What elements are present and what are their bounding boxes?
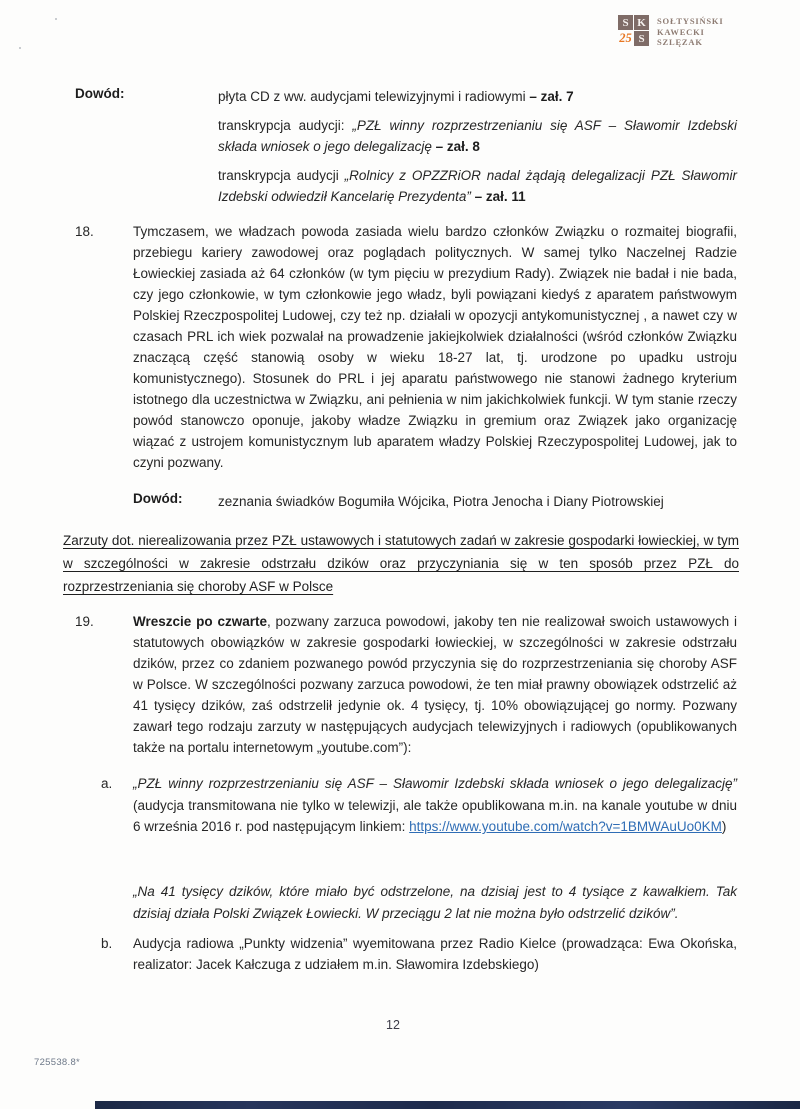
logo-square-k: K — [634, 15, 649, 30]
list-marker-a: a. — [101, 776, 113, 791]
quoted-statement: „Na 41 tysięcy dzików, które miało być odstrzelone, na dzisiaj jest to 4 tysiące z kawałkiem. Tak dzisiaj działa Polski Związek Łowiecki. W przeciągu 2 lat nie można było odstrzelić dzików”. — [133, 884, 737, 921]
evidence-item-text: płyta CD z ww. audycjami telewizyjnymi i radiowymi — [218, 89, 530, 104]
firm-name-line-2: KAWECKI — [657, 26, 705, 37]
list-item-a — [133, 773, 737, 838]
document-reference-number: 725538.8* — [34, 1057, 81, 1068]
closing-paren: ) — [721, 819, 727, 834]
attachment-ref: – zał. 7 — [529, 89, 574, 104]
evidence-item-text: transkrypcja audycji — [218, 167, 345, 183]
paragraph-number-18: 18. — [75, 224, 94, 239]
evidence-2-text: zeznania świadków Bogumiła Wójcika, Piotra Jenocha i Diany Piotrowskiej — [218, 494, 664, 509]
youtube-link[interactable]: https://www.youtube.com/watch?v=1BMWAuUo0KM — [409, 819, 722, 834]
paragraph-19-body: , pozwany zarzuca powodowi, jakoby ten nie realizował swoich ustawowych i statutowych obowiązków w zakresie gospodarki łowieckiej, w szczególności w zakresie odstrzału dzików, przez co zdaniem pozwanego powód przyczynia się do rozprzestrzeniania się choroby ASF w Polsce. W szczególności pozwany zarzuca powodowi, że ten miał prawny obowiązek odstrzelić aż 41 tysięcy dzików, zaś odstrzelił jedynie ok. 4 tysięcy, tj. 10% obowiązującej go normy. Pozwany zawarł tego rodzaju zarzuty w następujących audycjach telewizyjnych i radiowych (opublikowanych także na portalu internetowym „youtube.com”): — [133, 614, 737, 755]
page-number: 12 — [386, 1018, 400, 1032]
evidence-label-1: Dowód: — [75, 86, 125, 101]
list-item-b: Audycja radiowa „Punkty widzenia” wyemitowana przez Radio Kielce (prowadząca: Ewa Okońska, realizator: Jacek Kałczuga z udziałem m.in. Sławomira Izdebskiego) — [133, 936, 737, 972]
evidence-item — [218, 86, 737, 108]
firm-name-line-3: SZLĘZAK — [657, 37, 703, 47]
scan-speck — [19, 47, 21, 49]
paragraph-19-lead: Wreszcie po czwarte — [133, 614, 267, 629]
evidence-item — [218, 115, 737, 158]
paragraph-number-19: 19. — [75, 614, 94, 629]
evidence-label-2: Dowód: — [133, 491, 183, 506]
logo-square-s-bottom: S — [634, 31, 649, 46]
section-heading: Zarzuty dot. nierealizowania przez PZŁ ustawowych i statutowych zadań w zakresie gospodarki łowieckiej, w tym w szczególności w zakresie odstrzału dzików oraz przyczyniania się w ten sposób przez PZŁ do rozprzestrzeniania się choroby ASF w Polsce — [63, 533, 739, 594]
list-marker-b: b. — [101, 936, 113, 951]
evidence-item-text: transkrypcja audycji: — [218, 117, 353, 133]
paragraph-18-text: Tymczasem, we władzach powoda zasiada wielu bardzo członków Związku o rozmaitej biografii, przebiegu kariery zawodowej oraz poglądach politycznych. W samej tylko Naczelnej Radzie Łowieckiej zasiada aż 64 członków (w tym pięciu w prezydium Rady). Związek nie badał i nie bada, czy jego członkowie, w tym członkowie jego władz, byli powiązani kiedyś z aparatem państwowym Polskiej Rzeczpospolitej Ludowej, czy też np. działali w opozycji antykomunistycznej , a nawet czy w czasach PRL ich wiek pozwalał na prowadzenie jakiejkolwiek działalności (wśród członków Związku znaczącą część stanowią osoby w wieku 18-27 lat, tj. urodzone po upadku ustroju komunistycznego). Stosunek do PRL i jej aparatu państwowego nie stanowi żadnego kryterium istotnego dla uczestnictwa w Związku, ani pełnienia w nim jakichkolwiek funkcji. W tym stanie rzeczy powód stanowczo oponuje, jakoby władze Związku in gremium oraz Związek jako organizację wiązać z ustrojem komunistycznym lub aparatem władzy Polskiej Rzeczypospolitej Ludowej, jak to czyni pozwany. — [133, 224, 737, 470]
logo-square-25: 25 — [619, 31, 632, 45]
logo-square-s-top: S — [618, 15, 633, 30]
broadcast-title: „PZŁ winny rozprzestrzenianiu się ASF – Sławomir Izdebski składa wniosek o jego delegalizację — [218, 117, 737, 154]
law-firm-logo — [618, 15, 723, 48]
firm-name — [657, 15, 723, 48]
broadcast-title: „Rolnicy z OPZZRiOR nadal żądają delegalizacji PZŁ Sławomir Izdebski odwiedził Kancelarię Prezydenta” — [218, 167, 737, 204]
evidence-list-1 — [218, 86, 737, 215]
broadcast-title: „PZŁ winny rozprzestrzenianiu się ASF – Sławomir Izdebski składa wniosek o jego delegalizację” — [133, 776, 737, 791]
scan-edge-bar — [95, 1101, 800, 1109]
attachment-ref: – zał. 11 — [474, 189, 526, 204]
evidence-item — [218, 165, 737, 208]
paragraph-19-text — [133, 611, 737, 758]
firm-name-line-1: SOŁTYSIŃSKI — [657, 16, 724, 26]
attachment-ref: – zał. 8 — [435, 139, 480, 154]
scan-speck — [55, 18, 57, 20]
list-item-a-text: (audycja transmitowana nie tylko w telewizji, ale także opublikowana m.in. na kanale youtube w dniu 6 września 2016 r. pod następującym linkiem: — [133, 797, 737, 834]
logo-monogram — [618, 15, 649, 46]
